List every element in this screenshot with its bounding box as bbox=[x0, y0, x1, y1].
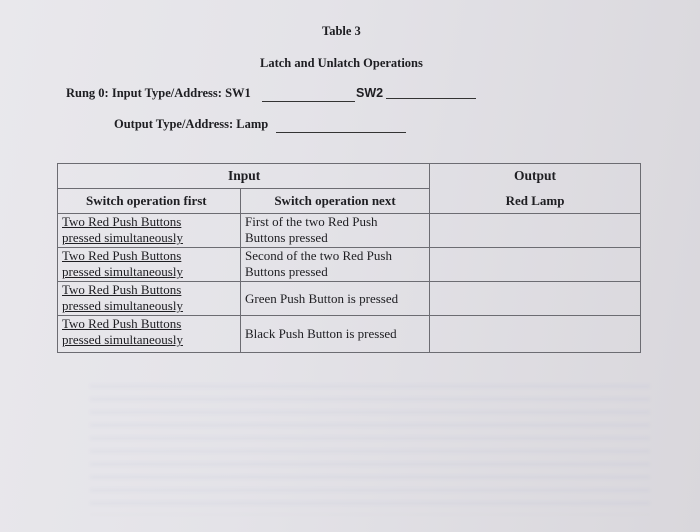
rung-input-label: Rung 0: Input Type/Address: SW1 bbox=[66, 86, 251, 100]
table-subtitle: Latch and Unlatch Operations bbox=[260, 56, 423, 70]
table-title: Table 3 bbox=[322, 24, 361, 38]
red-lamp-cell[interactable] bbox=[430, 316, 641, 353]
table-row bbox=[58, 248, 641, 282]
output-blank-line bbox=[276, 132, 406, 133]
sw2-label: SW2 bbox=[356, 86, 384, 100]
input-group-header: Input bbox=[58, 164, 430, 189]
sw1-blank-line bbox=[262, 101, 355, 102]
switch-next-cell: First of the two Red Push Buttons pressed bbox=[241, 214, 430, 248]
switch-next-cell: Second of the two Red Push Buttons pressed bbox=[241, 248, 430, 282]
table-row bbox=[58, 316, 641, 353]
switch-first-cell: Two Red Push Buttons pressed simultaneously bbox=[58, 248, 241, 282]
switch-next-cell: Green Push Button is pressed bbox=[241, 282, 430, 316]
red-lamp-cell[interactable] bbox=[430, 214, 641, 248]
output-group-header: Output bbox=[430, 164, 641, 189]
switch-first-cell: Two Red Push Buttons pressed simultaneously bbox=[58, 316, 241, 353]
sw2-blank-line bbox=[386, 98, 476, 99]
bleed-through-text bbox=[90, 375, 650, 515]
table-row bbox=[58, 214, 641, 248]
column-header-row bbox=[58, 189, 641, 214]
red-lamp-cell[interactable] bbox=[430, 248, 641, 282]
col-switch-first: Switch operation first bbox=[58, 189, 241, 214]
latch-operations-table bbox=[57, 163, 641, 353]
col-switch-next: Switch operation next bbox=[241, 189, 430, 214]
switch-first-cell: Two Red Push Buttons pressed simultaneously bbox=[58, 214, 241, 248]
switch-next-cell: Black Push Button is pressed bbox=[241, 316, 430, 353]
red-lamp-cell[interactable] bbox=[430, 282, 641, 316]
output-type-label: Output Type/Address: Lamp bbox=[114, 117, 269, 131]
switch-first-cell: Two Red Push Buttons pressed simultaneously bbox=[58, 282, 241, 316]
table-row bbox=[58, 282, 641, 316]
group-header-row bbox=[58, 164, 641, 189]
col-red-lamp: Red Lamp bbox=[430, 189, 641, 214]
